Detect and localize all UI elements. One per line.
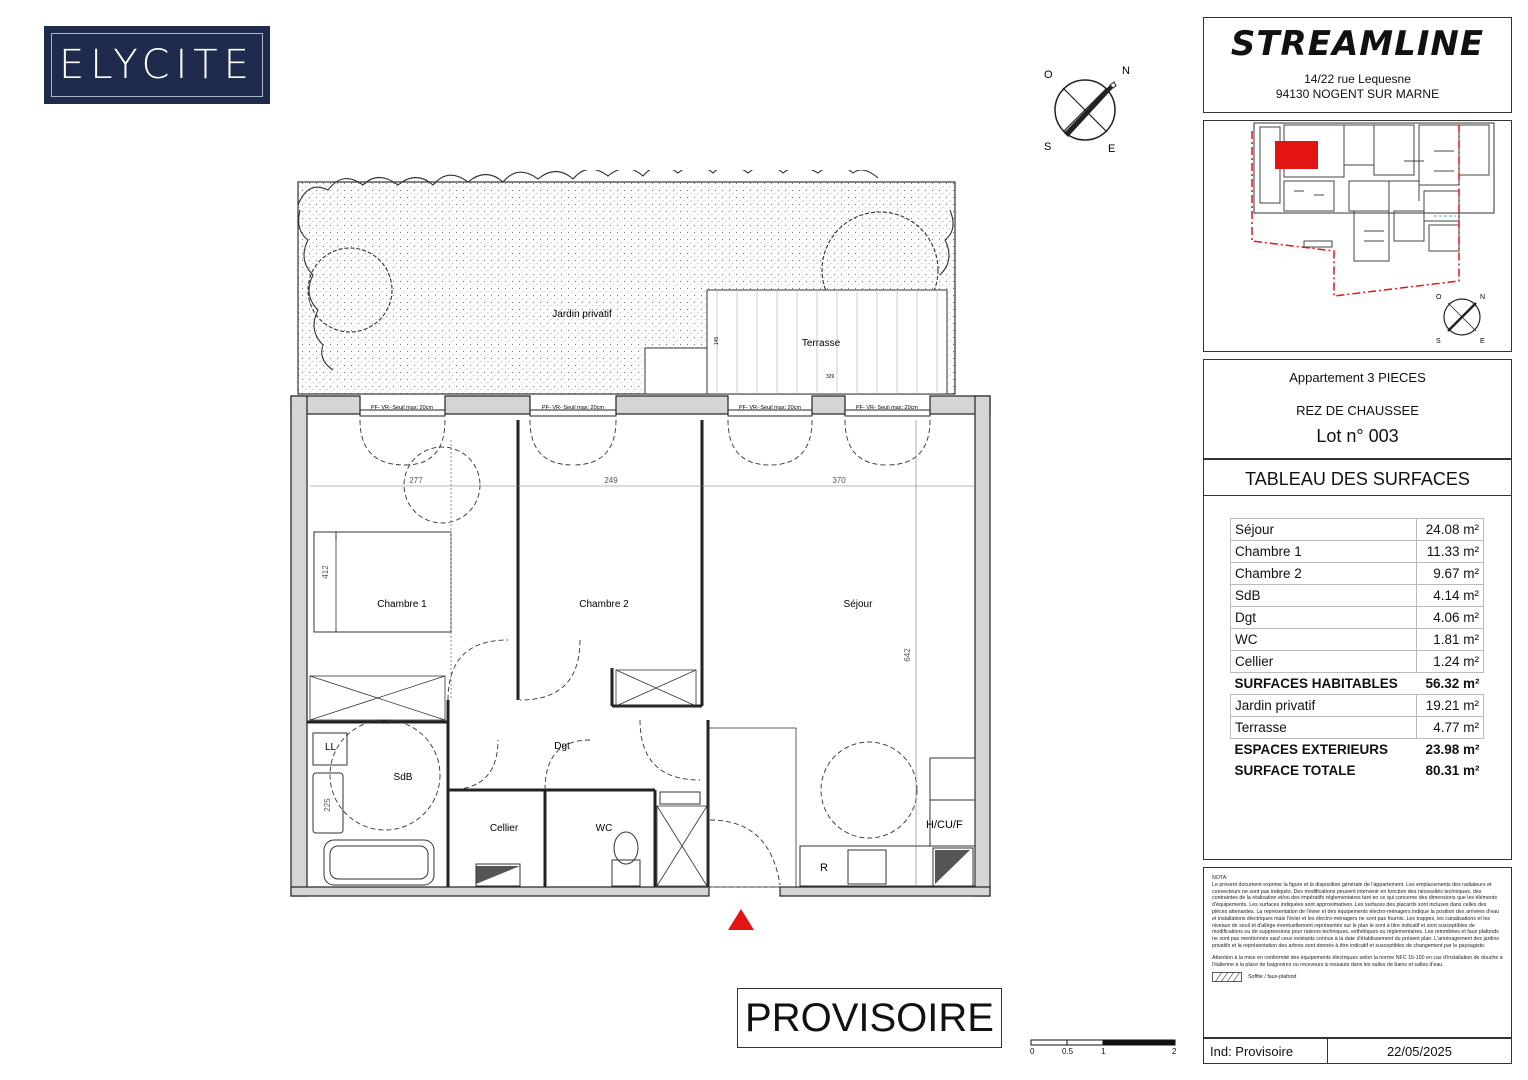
room-sejour: Séjour xyxy=(843,599,873,610)
table-row: Terrasse 4.77 m² xyxy=(1231,717,1484,739)
compass-e: E xyxy=(1108,143,1116,155)
address-line1: 14/22 rue Lequesne xyxy=(1304,72,1411,86)
walls xyxy=(291,396,990,896)
apartment-panel xyxy=(1203,359,1512,459)
svg-text:PF- VR- Seuil max: 20cm: PF- VR- Seuil max: 20cm xyxy=(541,405,605,411)
compass-n: N xyxy=(1122,65,1130,77)
address-line2: 94130 NOGENT SUR MARNE xyxy=(1275,87,1440,101)
lot-number: Lot n° 003 xyxy=(1316,426,1399,446)
lot-highlight xyxy=(1275,141,1318,169)
site-plan-panel xyxy=(1203,120,1512,352)
svg-text:PF- VR- Seuil max: 20cm: PF- VR- Seuil max: 20cm xyxy=(370,405,434,411)
apartment-level: REZ DE CHAUSSEE xyxy=(1296,403,1419,418)
project-name: STREAMLINE xyxy=(1230,24,1485,64)
svg-text:277: 277 xyxy=(409,476,423,485)
footer-date: 22/05/2025 xyxy=(1386,1044,1453,1059)
site-plan xyxy=(1204,121,1510,351)
svg-text:PF- VR- Seuil max: 20cm: PF- VR- Seuil max: 20cm xyxy=(855,405,919,411)
table-row: SdB 4.14 m² xyxy=(1231,585,1484,607)
table-row: WC 1.81 m² xyxy=(1231,629,1484,651)
svg-text:225: 225 xyxy=(323,798,332,812)
exterior-total-row: ESPACES EXTERIEURS 23.98 m² xyxy=(1234,742,1480,757)
garden-label: Jardin privatif xyxy=(552,309,612,320)
compass-o: O xyxy=(1044,69,1053,81)
compass-s: S xyxy=(1044,141,1052,153)
svg-text:642: 642 xyxy=(903,648,912,662)
svg-text:412: 412 xyxy=(321,565,330,579)
room-chambre2: Chambre 2 xyxy=(579,599,629,610)
table-row: Chambre 2 9.67 m² xyxy=(1231,563,1484,585)
note-text: Le présent document exprime la figure et la disposition générale de l'appartement. Les emplacements des radiateurs et convecteurs ne sont pas indiqués. Des modifications peuvent intervenir en fonction des nécessités techniques, des contraintes de la réalisation et/ou des impératifs réglementaires tant en ce qui concerne des dimensions que les éléments d'équipements. Les surfaces indiquées sont approximatives. Les surfaces des placards sont incluses dans celles des pièces attenantes. La représentation de l'évier et des équipements électro-ménagers indique la position des arrivées d'eau et installations électriques mais l'évier et les électro-ménagers ne sont pas fournis. Les trappes, les canalisations et les niveaux de seuil et d'allège éventuellement représentés sur le plan le sont à titre indicatif et sont susceptibles de modifications ou de suppressions pour raisons techniques, esthétiques ou réglementaires. Les retombées et faux plafonds ne sont pas mentionnés sauf ceux existants connus à la date d'établissement du présent plan. L'aménagement des jardins privatifs et la représentation des arbres sont donnés à titre indicatif et susceptibles de changement par le paysagiste. xyxy=(1212,881,1500,949)
footer-ind: Ind: Provisoire xyxy=(1204,1039,1328,1063)
svg-text:370: 370 xyxy=(832,476,846,485)
apartment-type: Appartement 3 PIECES xyxy=(1289,370,1426,385)
legend xyxy=(1212,972,1503,982)
door-swings xyxy=(330,420,930,885)
interior-walls xyxy=(307,420,708,887)
elycite-logo xyxy=(44,26,270,104)
table-row: Cellier 1.24 m² xyxy=(1231,651,1484,673)
table-row: Chambre 1 11.33 m² xyxy=(1231,541,1484,563)
fixture-ll: LL xyxy=(325,742,337,753)
surfaces-panel xyxy=(1203,459,1512,860)
fixture-r: R xyxy=(820,862,828,874)
footer-panel xyxy=(1203,1038,1512,1064)
svg-text:S: S xyxy=(1436,338,1441,345)
entrance-marker xyxy=(728,909,754,930)
terrace-label: Terrasse xyxy=(801,338,841,349)
note-title: NOTA: xyxy=(1212,875,1228,881)
provisoire-stamp: PROVISOIRE xyxy=(737,988,1002,1048)
note-text2: Attention à la mise en conformité des équipements électriques selon la norme NFC 15-100 en cas d'installation de douche à l'italienne à la place de baignoires ou receveurs à ressauts dans les salles de bains et salles d'eau. xyxy=(1212,954,1503,968)
svg-text:249: 249 xyxy=(604,476,618,485)
room-wc: WC xyxy=(595,823,613,834)
compass-needle xyxy=(1064,85,1113,137)
table-row: Séjour 24.08 m² xyxy=(1231,519,1484,541)
note-panel xyxy=(1203,867,1512,1038)
svg-text:N: N xyxy=(1480,294,1486,301)
svg-text:E: E xyxy=(1480,338,1485,345)
table-row: Dgt 4.06 m² xyxy=(1231,607,1484,629)
svg-text:329: 329 xyxy=(826,374,835,380)
room-sdb: SdB xyxy=(393,772,413,783)
scale-bar: 0 0.5 1 2 xyxy=(1030,1038,1180,1062)
legend-label: Soffite / faux-plafond xyxy=(1248,973,1297,980)
total-row: SURFACE TOTALE 80.31 m² xyxy=(1234,763,1480,778)
hatch-icon xyxy=(1212,972,1242,982)
svg-text:PF- VR- Seuil max: 20cm: PF- VR- Seuil max: 20cm xyxy=(738,405,802,411)
habitable-row: SURFACES HABITABLES 56.32 m² xyxy=(1234,676,1480,691)
compass-rose xyxy=(1030,60,1140,160)
logo-text: ELYCITE xyxy=(51,33,263,97)
surfaces-table xyxy=(1230,518,1484,781)
svg-text:145: 145 xyxy=(714,336,720,345)
surfaces-title: TABLEAU DES SURFACES xyxy=(1245,469,1470,489)
table-row: Jardin privatif 19.21 m² xyxy=(1231,695,1484,717)
room-dgt: Dgt xyxy=(554,741,570,752)
project-panel xyxy=(1203,17,1512,113)
room-cellier: Cellier xyxy=(489,823,519,834)
floor-plan xyxy=(280,170,1000,940)
svg-text:O: O xyxy=(1436,294,1442,301)
fixture-hcuf: H/CU/F xyxy=(926,819,963,831)
room-chambre1: Chambre 1 xyxy=(377,599,427,610)
